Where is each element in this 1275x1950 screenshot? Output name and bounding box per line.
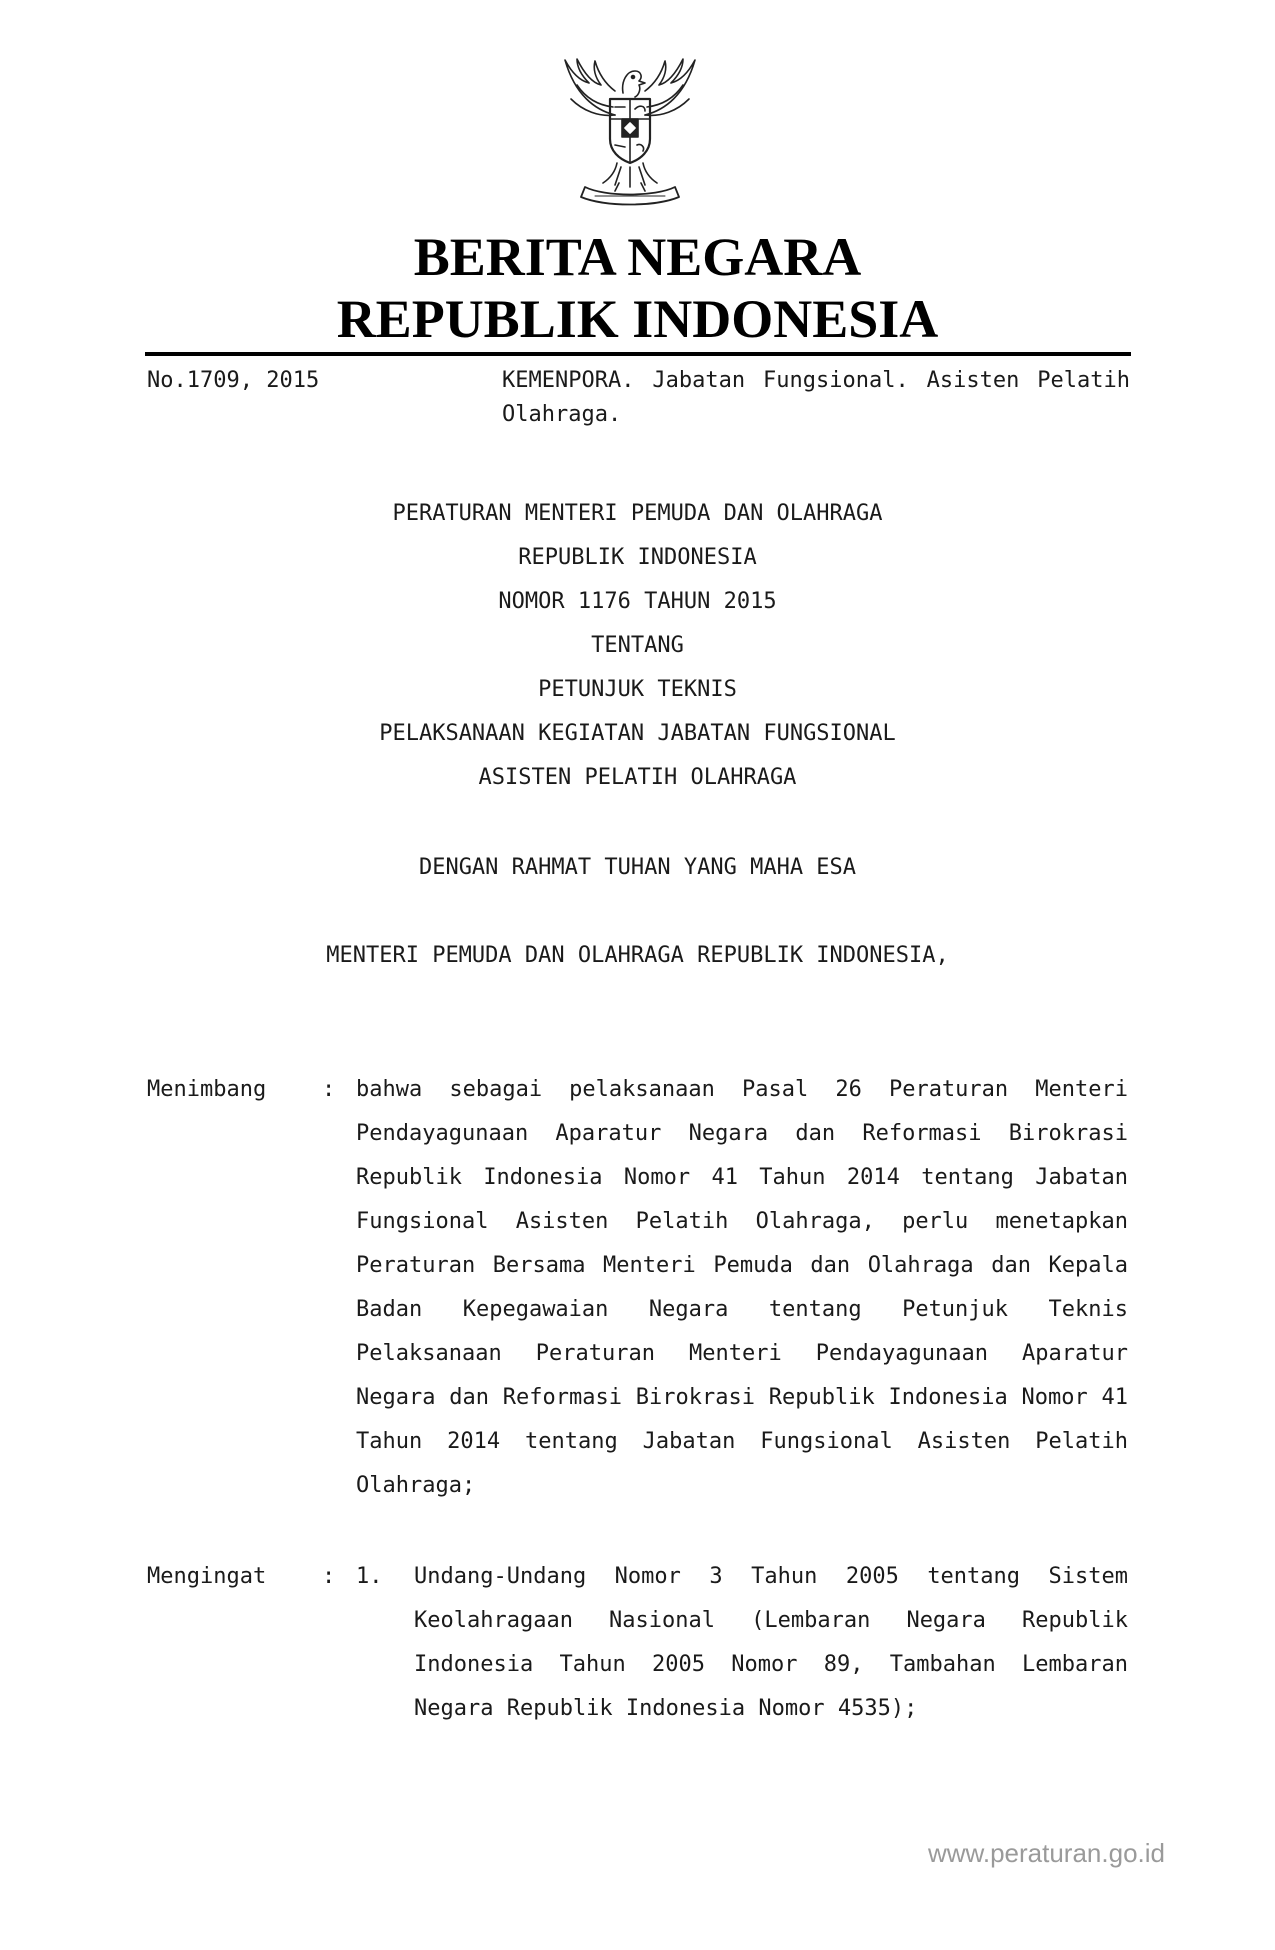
menimbang-line: Olahraga; bbox=[356, 1473, 476, 1498]
mengingat-item-number: 1. bbox=[356, 1564, 383, 1589]
document-number: No.1709, 2015 bbox=[147, 368, 320, 393]
mengingat-item-line: Undang-Undang Nomor 3 Tahun 2005 tentang Sistem bbox=[414, 1564, 1128, 1589]
title-line: TENTANG bbox=[591, 633, 684, 658]
masthead-line-1: BERITA NEGARA bbox=[413, 227, 862, 287]
menimbang-line: Badan Kepegawaian Negara tentang Petunjuk Teknis bbox=[356, 1297, 1128, 1322]
garuda-pancasila-emblem-icon bbox=[555, 55, 705, 210]
title-line: PELAKSANAAN KEGIATAN JABATAN FUNGSIONAL bbox=[379, 721, 896, 746]
document-subject: KEMENPORA. Jabatan Fungsional. Asisten Pelatih Olahraga. bbox=[502, 368, 1130, 427]
menimbang-line: Fungsional Asisten Pelatih Olahraga, perlu menetapkan bbox=[356, 1209, 1128, 1234]
title-line: ASISTEN PELATIH OLAHRAGA bbox=[478, 765, 797, 790]
menimbang-line: Republik Indonesia Nomor 41 Tahun 2014 tentang Jabatan bbox=[356, 1165, 1128, 1190]
source-watermark: www.peraturan.go.id bbox=[927, 1838, 1165, 1868]
masthead-divider bbox=[145, 352, 1131, 356]
invocation: DENGAN RAHMAT TUHAN YANG MAHA ESA bbox=[418, 855, 857, 880]
minister-heading: MENTERI PEMUDA DAN OLAHRAGA REPUBLIK INDONESIA, bbox=[326, 943, 949, 968]
menimbang-label: Menimbang bbox=[147, 1077, 267, 1102]
mengingat-item-line: Indonesia Tahun 2005 Nomor 89, Tambahan Lembaran bbox=[414, 1652, 1128, 1677]
title-line: NOMOR 1176 TAHUN 2015 bbox=[498, 589, 777, 614]
menimbang-line: Tahun 2014 tentang Jabatan Fungsional Asisten Pelatih bbox=[356, 1429, 1128, 1454]
menimbang-line: Pelaksanaan Peraturan Menteri Pendayagunaan Aparatur bbox=[356, 1341, 1128, 1366]
title-line: REPUBLIK INDONESIA bbox=[518, 545, 757, 570]
title-line: PETUNJUK TEKNIS bbox=[538, 677, 737, 702]
menimbang-colon: : bbox=[322, 1077, 336, 1102]
mengingat-label: Mengingat bbox=[147, 1564, 267, 1589]
mengingat-colon: : bbox=[322, 1564, 336, 1589]
masthead-line-2: REPUBLIK INDONESIA bbox=[336, 289, 939, 349]
menimbang-line: Peraturan Bersama Menteri Pemuda dan Olahraga dan Kepala bbox=[356, 1253, 1128, 1278]
menimbang-line: bahwa sebagai pelaksanaan Pasal 26 Peraturan Menteri bbox=[356, 1077, 1128, 1102]
menimbang-line: Pendayagunaan Aparatur Negara dan Reformasi Birokrasi bbox=[356, 1121, 1128, 1146]
mengingat-item-line: Negara Republik Indonesia Nomor 4535); bbox=[414, 1696, 918, 1721]
title-line: PERATURAN MENTERI PEMUDA DAN OLAHRAGA bbox=[392, 501, 883, 526]
mengingat-item-line: Keolahragaan Nasional (Lembaran Negara Republik bbox=[414, 1608, 1128, 1633]
menimbang-line: Negara dan Reformasi Birokrasi Republik Indonesia Nomor 41 bbox=[356, 1385, 1128, 1410]
